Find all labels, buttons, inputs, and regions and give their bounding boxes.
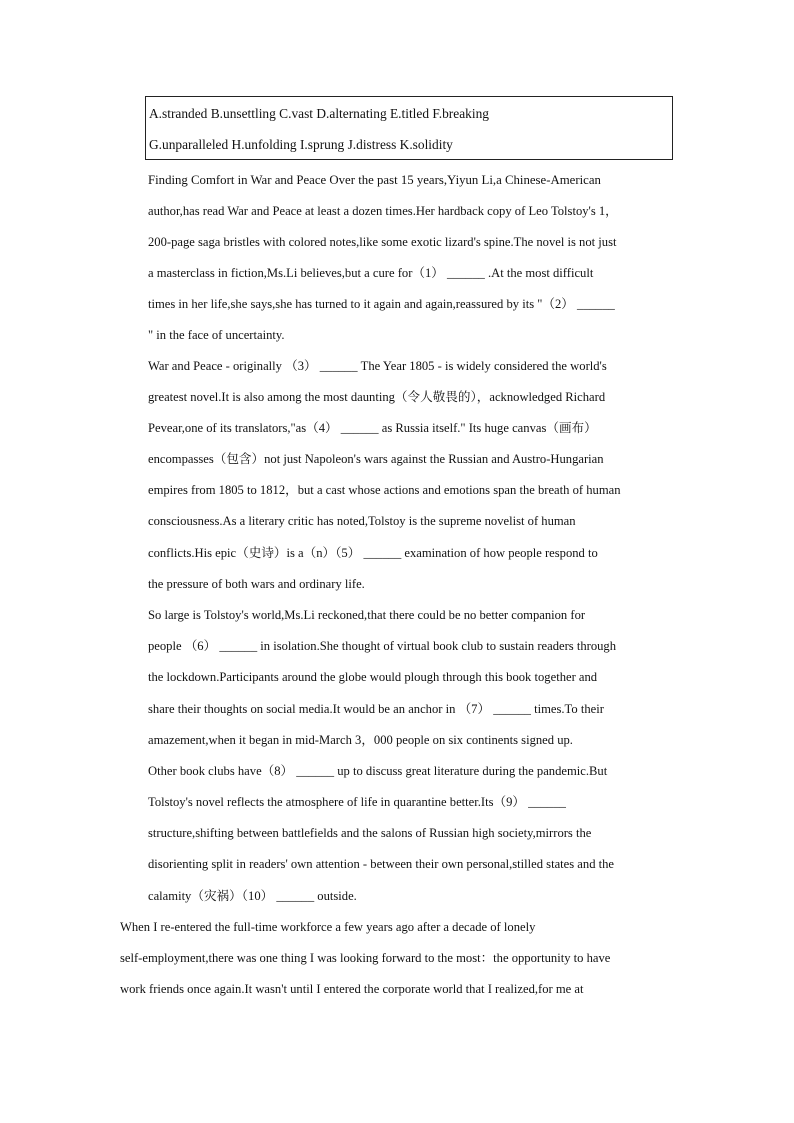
passage-1-line-14: the pressure of both wars and ordinary life. — [148, 577, 365, 591]
passage-1-line-20: Other book clubs have（8） ______ up to discuss great literature during the pandemic.But — [148, 764, 608, 778]
passage-1-line-2: author,has read War and Peace at least a dozen times.Her hardback copy of Leo Tolstoy's 1， — [148, 204, 618, 218]
passage-1-line-3: 200-page saga bristles with colored notes,like some exotic lizard's spine.The novel is not just — [148, 235, 617, 249]
passage-1-line-22: structure,shifting between battlefields and the salons of Russian high society,mirrors the — [148, 826, 592, 840]
passage-2-line-2: self-employment,there was one thing I was looking forward to the most：the opportunity to have — [120, 951, 611, 965]
passage-1-line-8: greatest novel.It is also among the most daunting（令人敬畏的），acknowledged Richard — [148, 390, 606, 404]
passage-1-line-11: empires from 1805 to 1812，but a cast whose actions and emotions span the breath of human — [148, 483, 621, 497]
passage-1-line-4: a masterclass in fiction,Ms.Li believes,but a cure for（1） ______ .At the most difficult — [148, 266, 594, 280]
passage-1-line-7: War and Peace - originally （3） ______ The Year 1805 - is widely considered the world's — [148, 359, 607, 373]
word-bank-row-2: G.unparalleled H.unfolding I.sprung J.distress K.solidity — [149, 137, 453, 152]
passage-1-line-18: share their thoughts on social media.It would be an anchor in （7） ______ times.To their — [148, 702, 604, 716]
passage-1-line-15: So large is Tolstoy's world,Ms.Li reckoned,that there could be no better companion for — [148, 608, 586, 622]
passage-1-line-16: people （6） ______ in isolation.She thought of virtual book club to sustain readers through — [148, 639, 617, 653]
passage-1-line-6: " in the face of uncertainty. — [148, 328, 285, 342]
word-bank-box — [145, 96, 673, 160]
passage-2-line-3: work friends once again.It wasn't until I entered the corporate world that I realized,for me at — [120, 982, 584, 996]
passage-1-line-19: amazement,when it began in mid-March 3，000 people on six continents signed up. — [148, 733, 573, 747]
passage-1-line-12: consciousness.As a literary critic has noted,Tolstoy is the supreme novelist of human — [148, 514, 576, 528]
passage-1-line-5: times in her life,she says,she has turned to it again and again,reassured by its "（2） ______ — [148, 297, 615, 311]
passage-1-line-1: Finding Comfort in War and Peace Over the past 15 years,Yiyun Li,a Chinese-American — [148, 173, 601, 187]
passage-1-line-24: calamity（灾祸）（10） ______ outside. — [148, 889, 357, 903]
passage-1-line-23: disorienting split in readers' own attention - between their own personal,stilled states and the — [148, 857, 615, 871]
word-bank-row-1: A.stranded B.unsettling C.vast D.alternating E.titled F.breaking — [149, 106, 489, 121]
passage-2-line-1: When I re-entered the full-time workforce a few years ago after a decade of lonely — [120, 920, 536, 934]
passage-1-line-10: encompasses（包含）not just Napoleon's wars against the Russian and Austro-Hungarian — [148, 452, 604, 466]
passage-1-line-9: Pevear,one of its translators,"as（4） ______ as Russia itself." Its huge canvas（画布） — [148, 421, 597, 435]
passage-1-line-21: Tolstoy's novel reflects the atmosphere of life in quarantine better.Its（9） ______ — [148, 795, 566, 809]
passage-1-line-13: conflicts.His epic（史诗）is a（n）（5） ______ examination of how people respond to — [148, 546, 598, 560]
passage-1-line-17: the lockdown.Participants around the globe would plough through this book together and — [148, 670, 598, 684]
